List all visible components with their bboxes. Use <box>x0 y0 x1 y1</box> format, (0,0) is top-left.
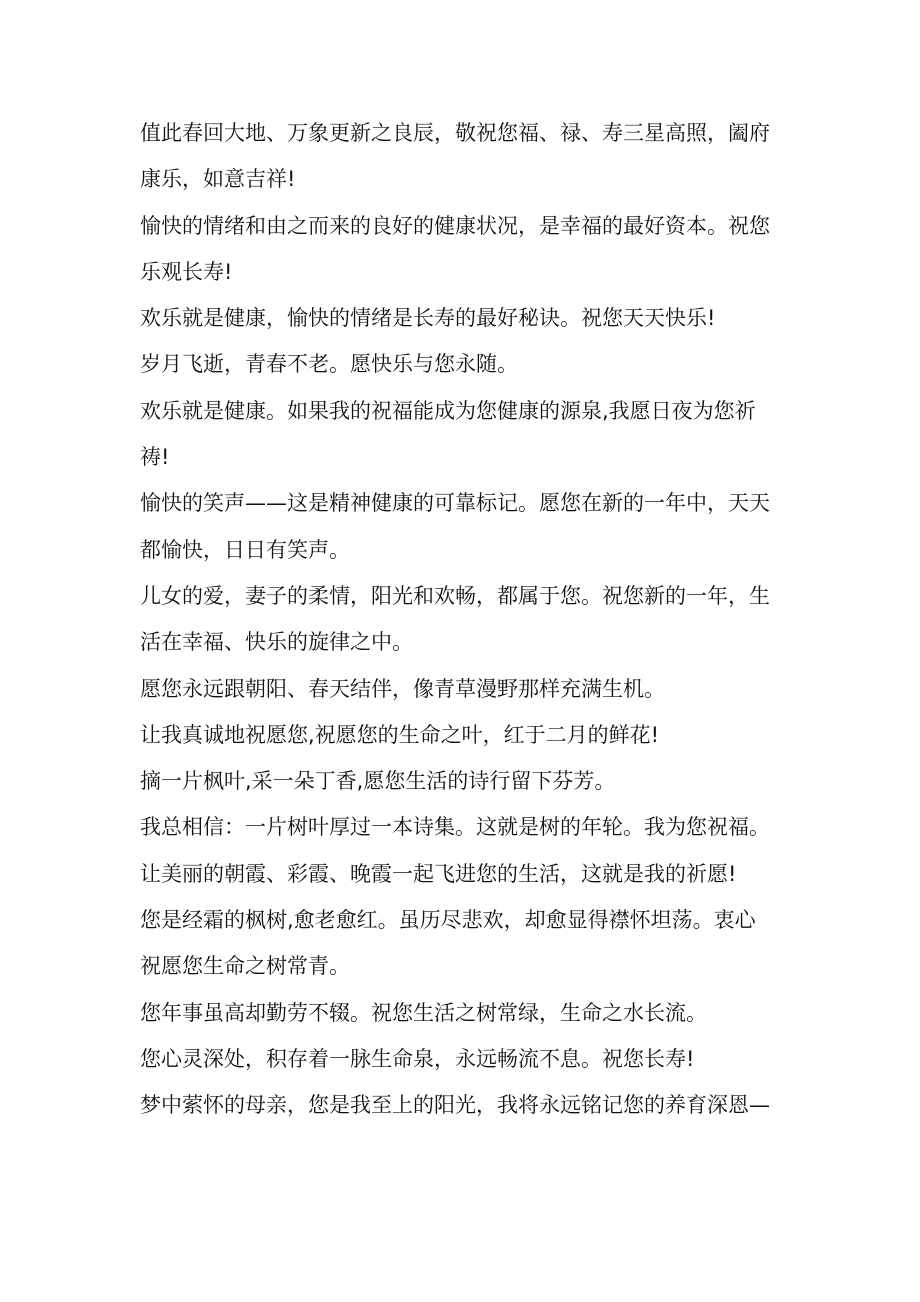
text-line-20: 您年事虽高却勤劳不辍。祝您生活之树常绿，生命之水长流。 <box>140 1000 707 1025</box>
text-line-1: 值此春回大地、万象更新之良辰，敬祝您福、禄、寿三星高照，阖府 <box>140 121 770 145</box>
text-line-4: 乐观长寿! <box>140 259 233 284</box>
text-line-6: 岁月飞逝，青春不老。愿快乐与您永随。 <box>140 352 518 377</box>
text-line-17: 让美丽的朝霞、彩霞、晚霞一起飞进您的生活，这就是我的祈愿! <box>140 861 737 886</box>
text-line-5: 欢乐就是健康，愉快的情绪是长寿的最好秘诀。祝您天天快乐! <box>140 306 716 331</box>
text-line-3: 愉快的情绪和由之而来的良好的健康状况，是幸福的最好资本。祝您 <box>140 213 770 238</box>
text-line-10: 都愉快，日日有笑声。 <box>140 537 350 562</box>
text-line-21: 您心灵深处，积存着一脉生命泉，永远畅流不息。祝您长寿! <box>140 1046 695 1071</box>
text-line-12: 活在幸福、快乐的旋律之中。 <box>140 630 413 655</box>
text-line-13: 愿您永远跟朝阳、春天结伴，像青草漫野那样充满生机。 <box>140 676 665 701</box>
text-line-7: 欢乐就是健康。如果我的祝福能成为您健康的源泉,我愿日夜为您祈 <box>140 398 756 423</box>
text-line-16: 我总相信：一片树叶厚过一本诗集。这就是树的年轮。我为您祝福。 <box>140 815 770 840</box>
text-line-9: 愉快的笑声——这是精神健康的可靠标记。愿您在新的一年中，天天 <box>140 491 770 516</box>
text-line-19: 祝愿您生命之树常青。 <box>140 954 350 979</box>
text-line-8: 祷! <box>140 445 170 470</box>
document-body <box>140 110 800 1129</box>
text-line-14: 让我真诚地祝愿您,祝愿您的生命之叶，红于二月的鲜花! <box>140 722 660 747</box>
text-line-18: 您是经霜的枫树,愈老愈红。虽历尽悲欢，却愈显得襟怀坦荡。衷心 <box>140 908 756 933</box>
text-line-11: 儿女的爱，妻子的柔情，阳光和欢畅，都属于您。祝您新的一年，生 <box>140 583 770 608</box>
text-line-22: 梦中萦怀的母亲，您是我至上的阳光，我将永远铭记您的养育深恩— <box>140 1093 770 1118</box>
text-line-2: 康乐，如意吉祥! <box>140 167 296 192</box>
text-line-15: 摘一片枫叶,采一朵丁香,愿您生活的诗行留下芬芳。 <box>140 769 616 794</box>
